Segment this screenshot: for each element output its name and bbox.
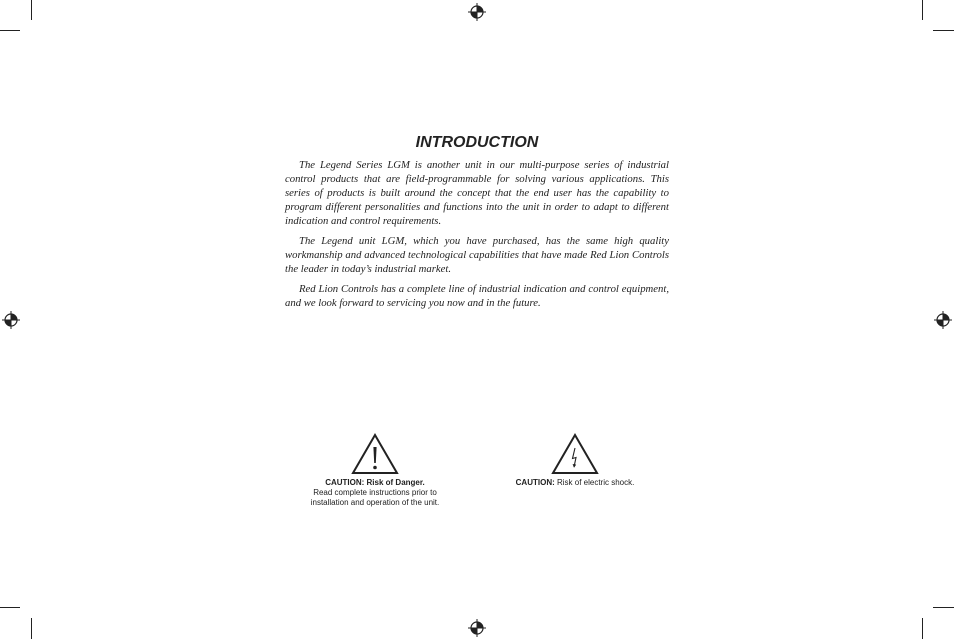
intro-paragraph: The Legend unit LGM, which you have purchased, has the same high quality workmanship and advanced technological capabilities that have made Red Lion Controls the leader in today’s industrial market. [285, 235, 669, 275]
intro-body [285, 158, 669, 316]
crop-mark-bottom-left-h [0, 607, 20, 608]
page-title: INTRODUCTION [415, 134, 539, 151]
intro-paragraph: The Legend Series LGM is another unit in our multi-purpose series of industrial control products that are field-programmable for solving various applications. This series of products is built around the concept that the end user has the capability to program different personalities and functions into the unit in order to adapt to different indication and control requirements. [285, 159, 669, 227]
crop-mark-top-right-h [933, 30, 954, 31]
caution-shock-text: Risk of electric shock. [554, 478, 635, 487]
crop-mark-top-left-v [31, 0, 32, 20]
crop-mark-bottom-right-h [933, 607, 954, 608]
exclamation-warning-icon [351, 433, 399, 475]
caution-danger-block [300, 433, 450, 508]
crop-mark-top-left-h [0, 30, 20, 31]
caution-danger-heading: CAUTION: Risk of Danger. [325, 478, 425, 487]
registration-mark-icon [468, 3, 486, 21]
caution-shock-block [500, 433, 650, 488]
registration-mark-icon [934, 311, 952, 329]
intro-paragraph: Red Lion Controls has a complete line of industrial indication and control equipment, and we look forward to servicing you now and in the future. [285, 283, 669, 309]
caution-danger-line1: Read complete instructions prior to [313, 488, 437, 497]
crop-mark-bottom-right-v [922, 618, 923, 639]
registration-mark-icon [468, 619, 486, 637]
electric-shock-warning-icon [551, 433, 599, 475]
caution-danger-line2: installation and operation of the unit. [310, 498, 440, 507]
caution-shock-heading: CAUTION: [515, 478, 555, 487]
crop-mark-top-right-v [922, 0, 923, 20]
crop-mark-bottom-left-v [31, 618, 32, 639]
registration-mark-icon [2, 311, 20, 329]
